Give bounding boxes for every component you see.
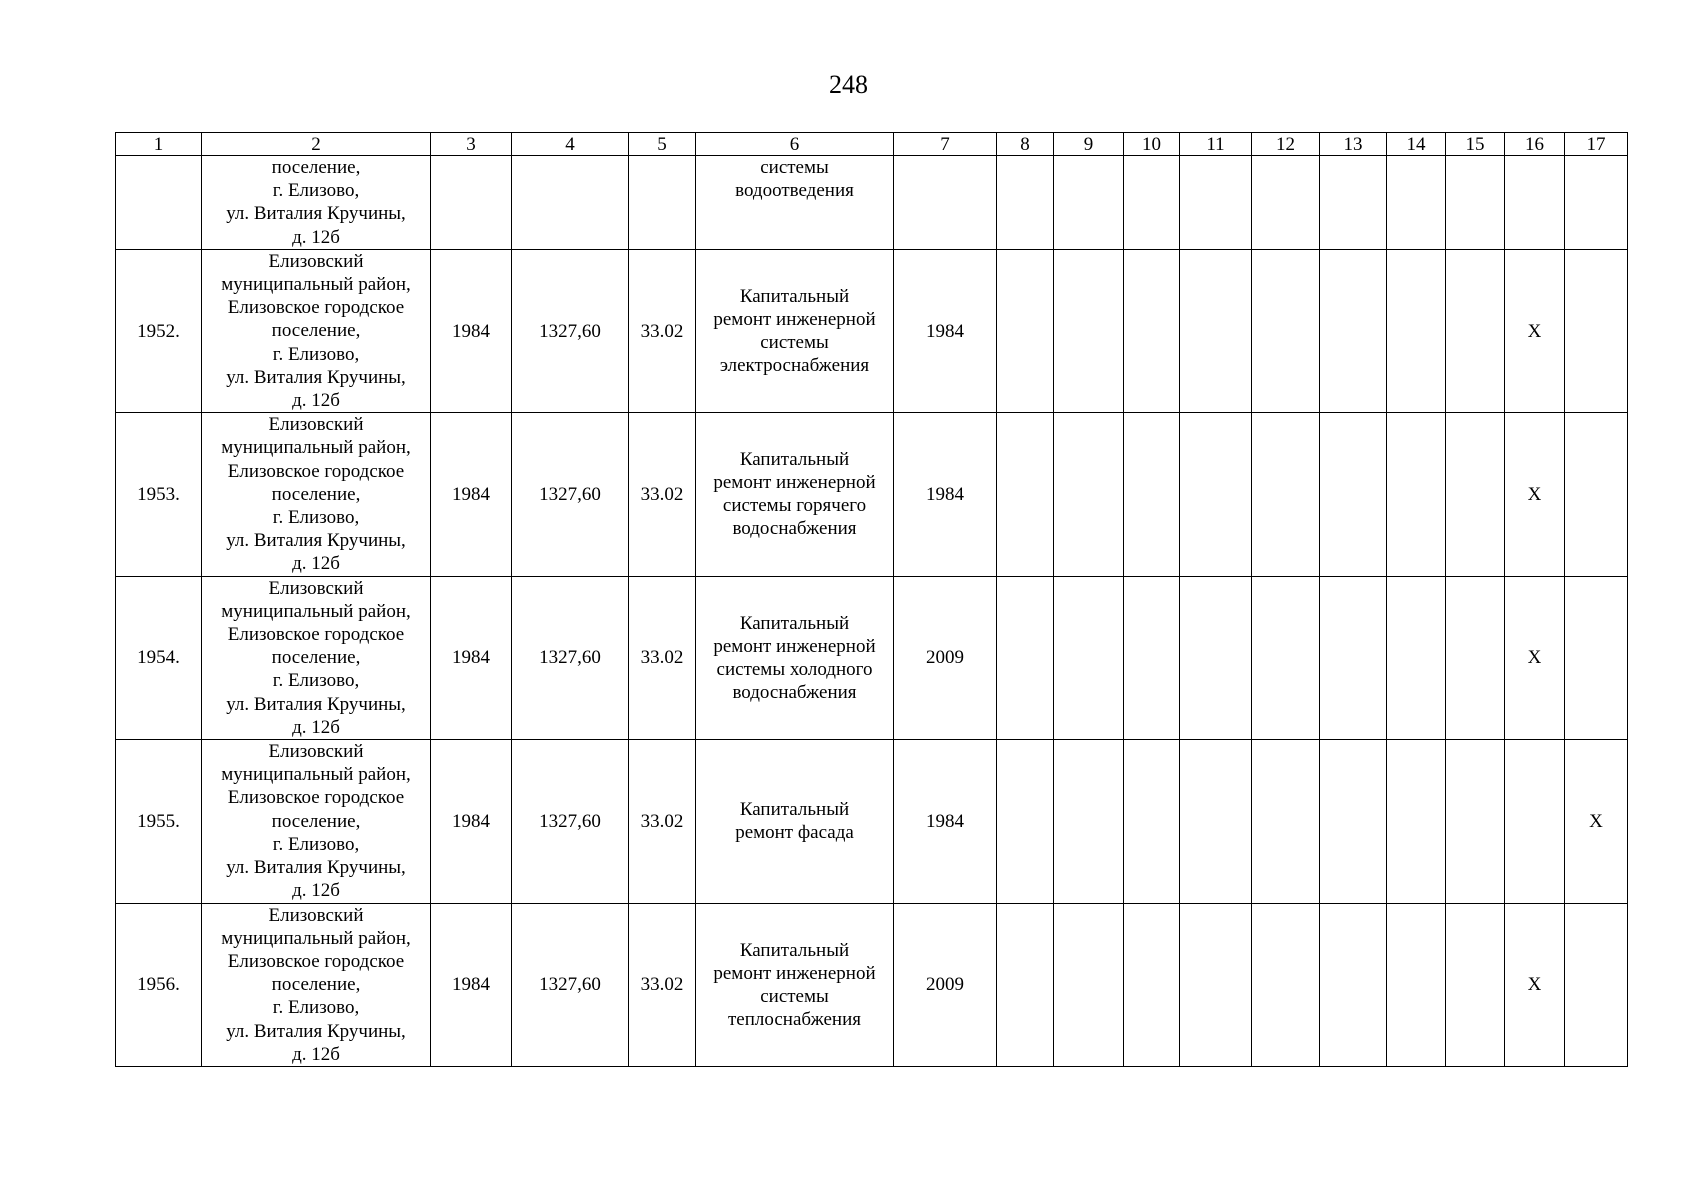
- row-number: 1953.: [116, 413, 202, 576]
- row-number: 1956.: [116, 903, 202, 1066]
- period-cell: [1054, 156, 1124, 250]
- code-cell: [629, 156, 696, 250]
- area-cell: 1327,60: [512, 249, 629, 412]
- period-cell: X: [1505, 576, 1565, 739]
- period-cell: [1320, 249, 1387, 412]
- period-cell: [1054, 740, 1124, 903]
- period-cell: [1446, 740, 1505, 903]
- period-cell: [1252, 576, 1320, 739]
- period-cell: [1320, 903, 1387, 1066]
- period-cell: [1124, 413, 1180, 576]
- period-cell: [1180, 576, 1252, 739]
- column-header: 3: [431, 133, 512, 156]
- period-cell: [1387, 156, 1446, 250]
- period-cell: [1320, 740, 1387, 903]
- plan-year-cell: 2009: [894, 576, 997, 739]
- table-row: [116, 156, 1628, 250]
- build-year-cell: 1984: [431, 249, 512, 412]
- column-header: 12: [1252, 133, 1320, 156]
- work-type-cell: Капитальный ремонт инженерной системы электроснабжения: [696, 249, 894, 412]
- column-header: 13: [1320, 133, 1387, 156]
- period-cell: X: [1505, 413, 1565, 576]
- work-type-cell: Капитальный ремонт инженерной системы холодного водоснабжения: [696, 576, 894, 739]
- table-row: [116, 740, 1628, 903]
- column-header: 8: [997, 133, 1054, 156]
- table-row: [116, 903, 1628, 1066]
- area-cell: 1327,60: [512, 740, 629, 903]
- page-number: 248: [829, 70, 868, 99]
- plan-year-cell: 1984: [894, 413, 997, 576]
- period-cell: X: [1505, 903, 1565, 1066]
- period-cell: [1180, 249, 1252, 412]
- column-header: 16: [1505, 133, 1565, 156]
- period-cell: [1054, 903, 1124, 1066]
- build-year-cell: [431, 156, 512, 250]
- period-cell: [1320, 156, 1387, 250]
- column-header: 7: [894, 133, 997, 156]
- column-header: 1: [116, 133, 202, 156]
- period-cell: [1180, 903, 1252, 1066]
- column-header: 10: [1124, 133, 1180, 156]
- period-cell: [997, 156, 1054, 250]
- row-number: 1954.: [116, 576, 202, 739]
- period-cell: [1565, 903, 1628, 1066]
- code-cell: 33.02: [629, 249, 696, 412]
- period-cell: [1252, 740, 1320, 903]
- column-header: 15: [1446, 133, 1505, 156]
- row-number: 1955.: [116, 740, 202, 903]
- period-cell: [1387, 903, 1446, 1066]
- period-cell: [1387, 740, 1446, 903]
- column-header: 2: [202, 133, 431, 156]
- period-cell: [1387, 576, 1446, 739]
- area-cell: 1327,60: [512, 413, 629, 576]
- work-type-cell: системы водоотведения: [696, 156, 894, 250]
- period-cell: [997, 249, 1054, 412]
- period-cell: [1180, 156, 1252, 250]
- code-cell: 33.02: [629, 903, 696, 1066]
- period-cell: [997, 413, 1054, 576]
- row-number: 1952.: [116, 249, 202, 412]
- work-type-cell: Капитальный ремонт инженерной системы горячего водоснабжения: [696, 413, 894, 576]
- period-cell: [1320, 576, 1387, 739]
- plan-year-cell: [894, 156, 997, 250]
- period-cell: [1446, 903, 1505, 1066]
- table-row: [116, 413, 1628, 576]
- column-header: 11: [1180, 133, 1252, 156]
- period-cell: [997, 903, 1054, 1066]
- period-cell: [1124, 740, 1180, 903]
- column-header: 14: [1387, 133, 1446, 156]
- period-cell: [1054, 249, 1124, 412]
- period-cell: [1252, 903, 1320, 1066]
- period-cell: [1505, 156, 1565, 250]
- area-cell: 1327,60: [512, 903, 629, 1066]
- period-cell: [1124, 903, 1180, 1066]
- period-cell: [1387, 413, 1446, 576]
- column-header: 4: [512, 133, 629, 156]
- period-cell: [1180, 413, 1252, 576]
- period-cell: [1252, 413, 1320, 576]
- capital-repair-table: [115, 132, 1628, 1067]
- period-cell: [1565, 156, 1628, 250]
- period-cell: [1180, 740, 1252, 903]
- build-year-cell: 1984: [431, 413, 512, 576]
- period-cell: [1446, 249, 1505, 412]
- period-cell: [1124, 576, 1180, 739]
- column-header: 17: [1565, 133, 1628, 156]
- area-cell: [512, 156, 629, 250]
- build-year-cell: 1984: [431, 740, 512, 903]
- column-header: 9: [1054, 133, 1124, 156]
- period-cell: [1446, 156, 1505, 250]
- period-cell: [1124, 156, 1180, 250]
- period-cell: [1054, 576, 1124, 739]
- row-number: [116, 156, 202, 250]
- build-year-cell: 1984: [431, 903, 512, 1066]
- period-cell: [1124, 249, 1180, 412]
- period-cell: [1565, 249, 1628, 412]
- period-cell: [1446, 576, 1505, 739]
- code-cell: 33.02: [629, 413, 696, 576]
- period-cell: [997, 740, 1054, 903]
- address-cell: Елизовский муниципальный район, Елизовское городское поселение, г. Елизово, ул. Виталия Кручины, д. 12б: [202, 413, 431, 576]
- code-cell: 33.02: [629, 740, 696, 903]
- period-cell: [1505, 740, 1565, 903]
- table-row: [116, 576, 1628, 739]
- column-number-row: [116, 133, 1628, 156]
- plan-year-cell: 1984: [894, 249, 997, 412]
- work-type-cell: Капитальный ремонт фасада: [696, 740, 894, 903]
- period-cell: [997, 576, 1054, 739]
- area-cell: 1327,60: [512, 576, 629, 739]
- period-cell: [1565, 576, 1628, 739]
- address-cell: Елизовский муниципальный район, Елизовское городское поселение, г. Елизово, ул. Виталия Кручины, д. 12б: [202, 576, 431, 739]
- period-cell: [1387, 249, 1446, 412]
- period-cell: X: [1505, 249, 1565, 412]
- period-cell: [1565, 413, 1628, 576]
- plan-year-cell: 1984: [894, 740, 997, 903]
- code-cell: 33.02: [629, 576, 696, 739]
- address-cell: Елизовский муниципальный район, Елизовское городское поселение, г. Елизово, ул. Виталия Кручины, д. 12б: [202, 740, 431, 903]
- table-row: [116, 249, 1628, 412]
- period-cell: [1252, 156, 1320, 250]
- address-cell: Елизовский муниципальный район, Елизовское городское поселение, г. Елизово, ул. Виталия Кручины, д. 12б: [202, 903, 431, 1066]
- period-cell: [1446, 413, 1505, 576]
- build-year-cell: 1984: [431, 576, 512, 739]
- period-cell: [1252, 249, 1320, 412]
- work-type-cell: Капитальный ремонт инженерной системы теплоснабжения: [696, 903, 894, 1066]
- period-cell: X: [1565, 740, 1628, 903]
- plan-year-cell: 2009: [894, 903, 997, 1066]
- column-header: 6: [696, 133, 894, 156]
- period-cell: [1054, 413, 1124, 576]
- address-cell: Елизовский муниципальный район, Елизовское городское поселение, г. Елизово, ул. Виталия Кручины, д. 12б: [202, 249, 431, 412]
- period-cell: [1320, 413, 1387, 576]
- column-header: 5: [629, 133, 696, 156]
- address-cell: поселение, г. Елизово, ул. Виталия Кручины, д. 12б: [202, 156, 431, 250]
